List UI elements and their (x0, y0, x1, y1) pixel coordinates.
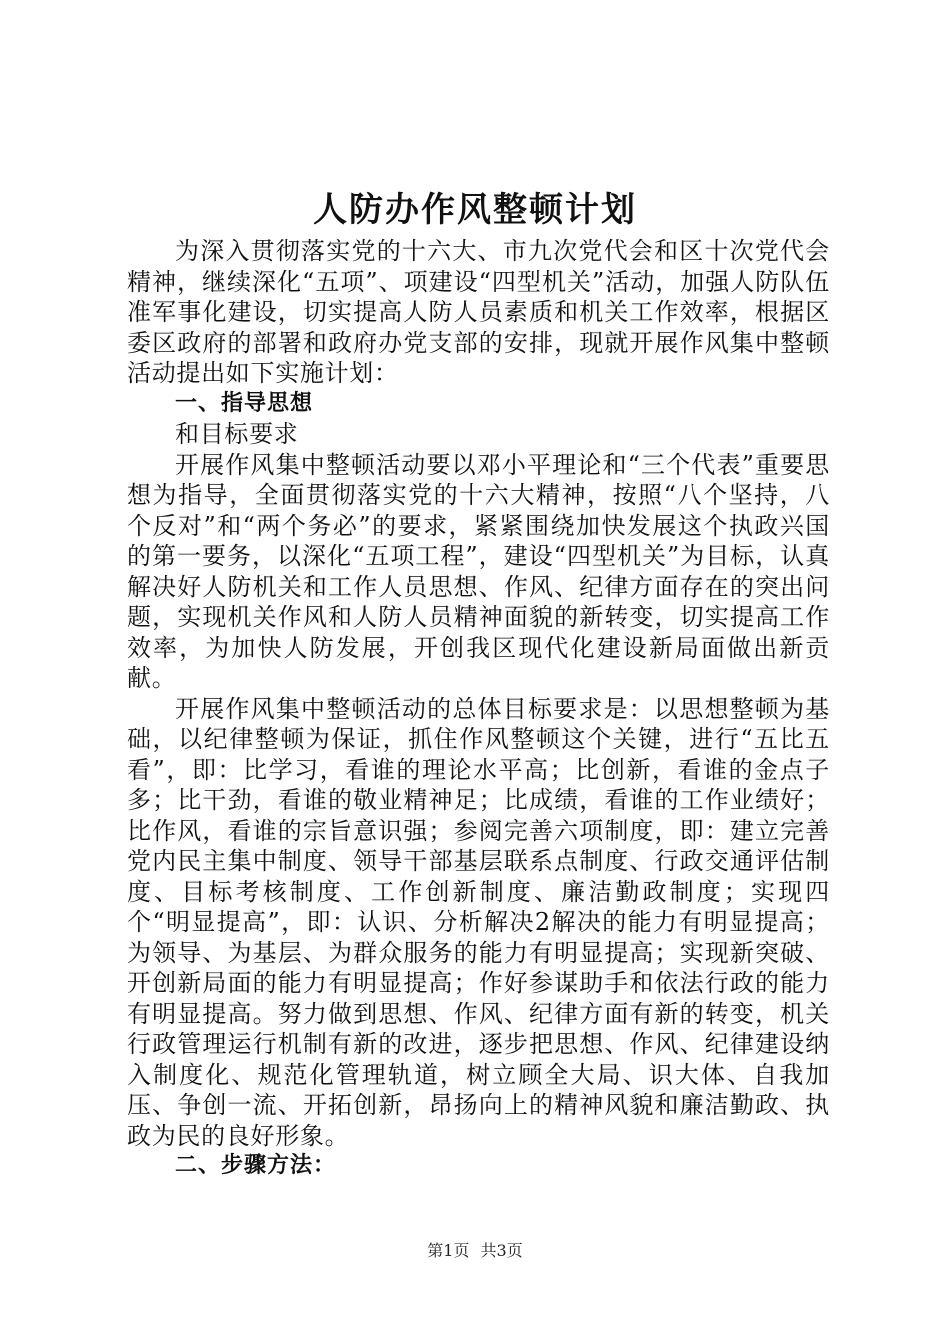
page-footer (0, 1240, 950, 1262)
document-title: 人防办作风整顿计划 (313, 190, 637, 230)
page-number: 第1页 (427, 1241, 470, 1260)
document-body (127, 236, 830, 1182)
section-1-paragraph-1: 开展作风集中整顿活动要以邓小平理论和“三个代表”重要思想为指导，全面贯彻落实党的十六大精神，按照“八个坚持，八个反对”和“两个务必”的要求，紧紧围绕加快发展这个执政兴国的第一要务，以深化“五项工程”，建设“四型机关”为目标，认真解决好人防机关和工作人员思想、作风、纪律方面存在的突出问题，实现机关作风和人防人员精神面貌的新转变，切实提高工作效率，为加快人防发展，开创我区现代化建设新局面做出新贡献。 (127, 450, 830, 692)
section-1-heading: 一、指导思想 (175, 390, 314, 416)
section-1-subheading: 和目标要求 (175, 420, 299, 448)
section-2-heading: 二、步骤方法： (175, 1153, 337, 1178)
intro-paragraph: 为深入贯彻落实党的十六大、市九次党代会和区十次党代会精神，继续深化“五项”、项建设“四型机关”活动，加强人防队伍准军事化建设，切实提高人防人员素质和机关工作效率，根据区委区政府的部署和政府办党支部的安排，现就开展作风集中整顿活动提出如下实施计划： (127, 237, 830, 387)
page-total: 共3页 (480, 1241, 523, 1260)
section-1-paragraph-2: 开展作风集中整顿活动的总体目标要求是：以思想整顿为基础，以纪律整顿为保证，抓住作风整顿这个关键，进行“五比五看”，即：比学习，看谁的理论水平高；比创新，看谁的金点子多；比干劲，看谁的敬业精神足；比成绩，看谁的工作业绩好；比作风，看谁的宗旨意识强；参阅完善六项制度，即：建立完善党内民主集中制度、领导干部基层联系点制度、行政交通评估制度、目标考核制度、工作创新制度、廉洁勤政制度；实现四个“明显提高”，即：认识、分析解决2解决的能力有明显提高；为领导、为基层、为群众服务的能力有明显提高；实现新突破、开创新局面的能力有明显提高；作好参谋助手和依法行政的能力有明显提高。努力做到思想、作风、纪律方面有新的转变，机关行政管理运行机制有新的改进，逐步把思想、作风、纪律建设纳入制度化、规范化管理轨道，树立顾全大局、识大体、自我加压、争创一流、开拓创新，昂扬向上的精神风貌和廉洁勤政、执政为民的良好形象。 (127, 694, 830, 1150)
